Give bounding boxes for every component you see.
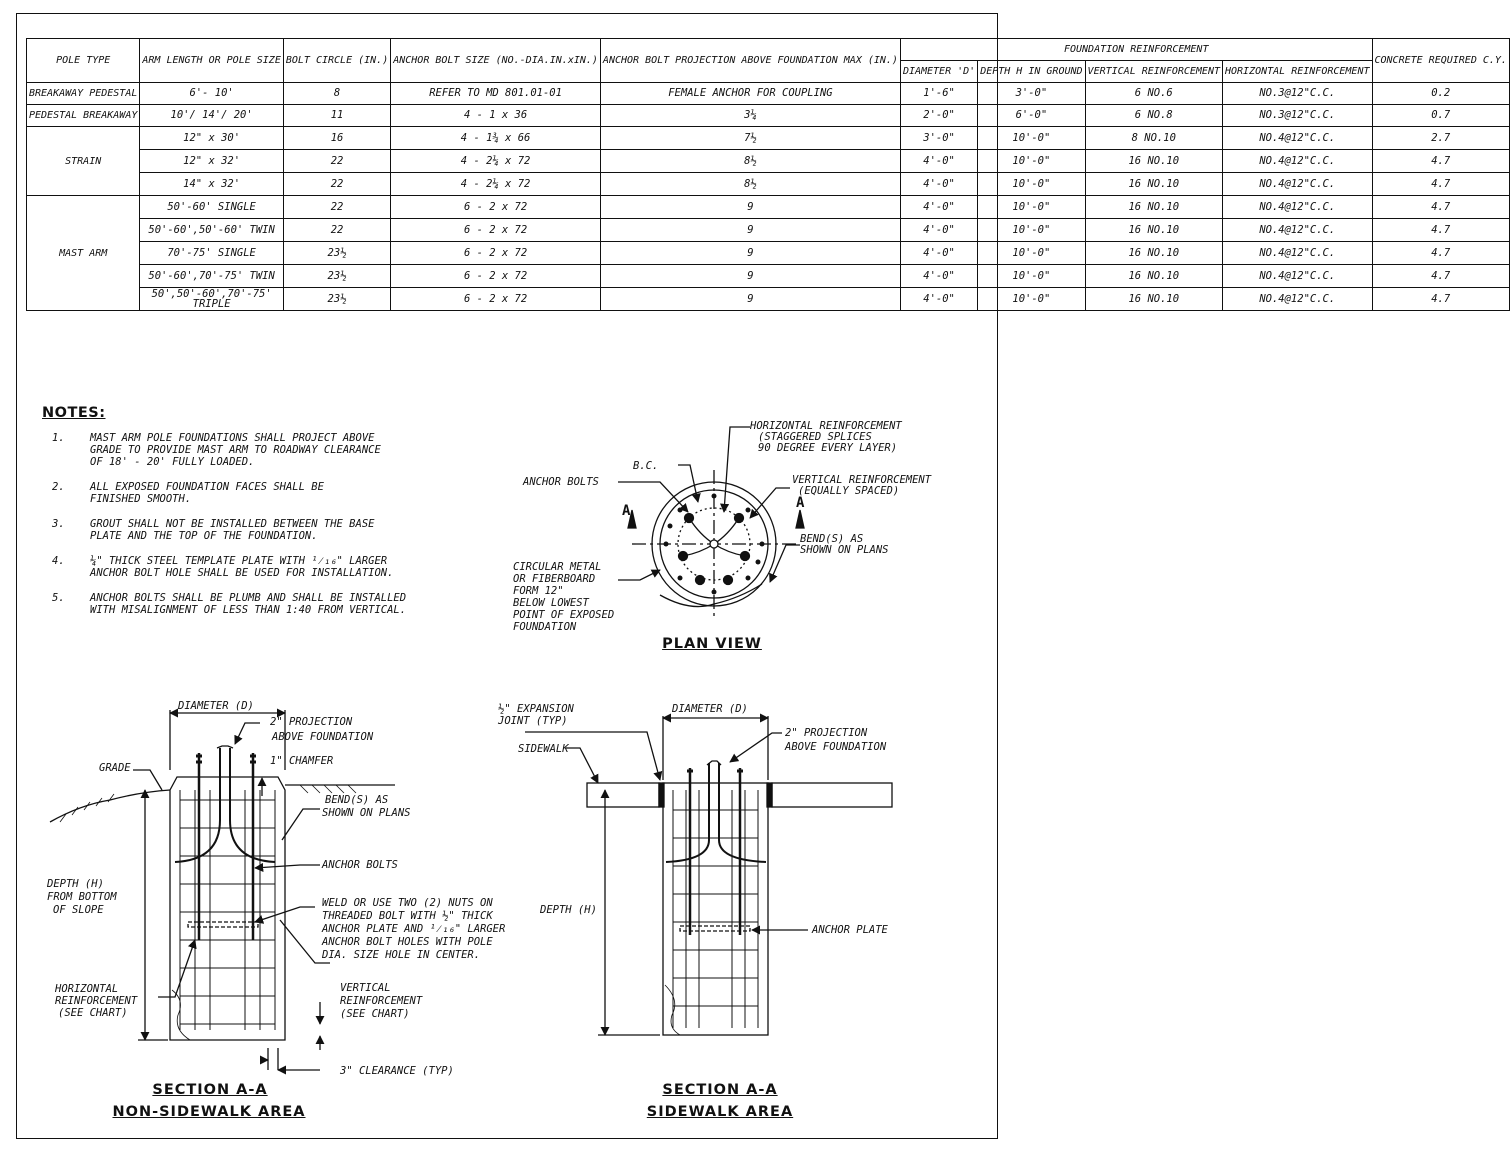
anchor-bolts-label: ANCHOR BOLTS bbox=[523, 476, 599, 488]
section-right-labels bbox=[497, 703, 889, 936]
table-cell: 70'-75' SINGLE bbox=[140, 242, 283, 265]
table-cell: 10'-0" bbox=[978, 127, 1085, 150]
header-foundation-reinforcement: FOUNDATION REINFORCEMENT bbox=[900, 39, 1372, 61]
note-item: 1. MAST ARM POLE FOUNDATIONS SHALL PROJECT ABOVE GRADE TO PROVIDE MAST ARM TO ROADWAY CLEARANCE OF 18' - 20' FULLY LOADED. bbox=[52, 432, 381, 468]
anchor-plate-label: ANCHOR PLATE bbox=[812, 924, 888, 936]
projection-label: 2" PROJECTION bbox=[785, 727, 868, 739]
table-cell: 1'-6" bbox=[900, 83, 977, 105]
label-line: SHOWN ON PLANS bbox=[800, 544, 889, 556]
header-pole-type: POLE TYPE bbox=[27, 39, 140, 83]
table-cell: 6 - 2 x 72 bbox=[391, 288, 601, 311]
label-line: BELOW LOWEST bbox=[513, 597, 589, 609]
clearance-label: 3" CLEARANCE (TYP) bbox=[340, 1065, 454, 1077]
pole-type-cell: PEDESTAL BREAKAWAY bbox=[27, 105, 140, 127]
table-cell: NO.4@12"C.C. bbox=[1223, 127, 1373, 150]
table-cell: 16 bbox=[283, 127, 390, 150]
table-cell: NO.4@12"C.C. bbox=[1223, 288, 1373, 311]
header-anchor-bolt-projection: ANCHOR BOLT PROJECTION ABOVE FOUNDATION MAX (IN.) bbox=[600, 39, 900, 83]
label-line: OR FIBERBOARD bbox=[513, 573, 596, 585]
note-item: 5. ANCHOR BOLTS SHALL BE PLUMB AND SHALL BE INSTALLED WITH MISALIGNMENT OF LESS THAN 1:40 FROM VERTICAL. bbox=[52, 592, 407, 616]
diameter-label: DIAMETER (D) bbox=[178, 700, 254, 712]
table-cell: 10'-0" bbox=[978, 242, 1085, 265]
table-cell: 0.2 bbox=[1372, 83, 1509, 105]
table-cell: 4.7 bbox=[1372, 196, 1509, 219]
projection-label: 2" PROJECTION bbox=[270, 716, 353, 728]
pole-type-cell: STRAIN bbox=[27, 127, 140, 196]
section-right-title-1: SECTION A-A bbox=[662, 1082, 778, 1098]
table-cell: 4.7 bbox=[1372, 219, 1509, 242]
table-cell: 4.7 bbox=[1372, 173, 1509, 196]
notes-title: NOTES: bbox=[42, 405, 106, 421]
label-line: (EQUALLY SPACED) bbox=[798, 485, 900, 497]
label-line: (SEE CHART) bbox=[58, 1007, 128, 1019]
table-cell: NO.3@12"C.C. bbox=[1223, 83, 1373, 105]
table-cell: 16 NO.10 bbox=[1085, 242, 1222, 265]
vertical-reinforcement-label: VERTICAL REINFORCEMENT bbox=[792, 474, 932, 486]
table-cell: 50',50'-60',70'-75' TRIPLE bbox=[140, 288, 283, 311]
header-anchor-bolt-size: ANCHOR BOLT SIZE (NO.-DIA.IN.xIN.) bbox=[391, 39, 601, 83]
label-line: 90 DEGREE EVERY LAYER) bbox=[758, 442, 898, 454]
label-line: ABOVE FOUNDATION bbox=[272, 731, 374, 743]
table-cell: 3'-0" bbox=[900, 127, 977, 150]
table-cell: 9 bbox=[600, 219, 900, 242]
table-cell: 9 bbox=[600, 265, 900, 288]
header-horizontal: HORIZONTAL REINFORCEMENT bbox=[1223, 61, 1373, 83]
table-cell: 4 - 2¼ x 72 bbox=[391, 150, 601, 173]
table-cell: 6 - 2 x 72 bbox=[391, 219, 601, 242]
table-cell: 8½ bbox=[600, 173, 900, 196]
table-cell: 10'/ 14'/ 20' bbox=[140, 105, 283, 127]
grade-label: GRADE bbox=[99, 762, 131, 774]
table-cell: 4'-0" bbox=[900, 288, 977, 311]
table-cell: NO.4@12"C.C. bbox=[1223, 150, 1373, 173]
plan-view-labels bbox=[513, 420, 932, 633]
table-cell: 6 - 2 x 72 bbox=[391, 265, 601, 288]
table-cell: 16 NO.10 bbox=[1085, 173, 1222, 196]
expansion-joint-label: ½" EXPANSION bbox=[498, 703, 574, 715]
section-right-title-2: SIDEWALK AREA bbox=[646, 1104, 794, 1120]
section-mark-right: A bbox=[796, 495, 805, 511]
table-cell: 22 bbox=[283, 196, 390, 219]
horizontal-reinforcement-label: HORIZONTAL REINFORCEMENT bbox=[750, 420, 902, 432]
label-line: ANCHOR BOLT HOLES WITH POLE bbox=[322, 936, 493, 948]
table-cell: 4.7 bbox=[1372, 150, 1509, 173]
table-cell: REFER TO MD 801.01-01 bbox=[391, 83, 601, 105]
label-line: JOINT (TYP) bbox=[498, 715, 568, 727]
table-cell: 4.7 bbox=[1372, 288, 1509, 311]
section-sidewalk bbox=[525, 716, 892, 1035]
pole-type-cell: BREAKAWAY PEDESTAL bbox=[27, 83, 140, 105]
table-cell: 50'-60' SINGLE bbox=[140, 196, 283, 219]
table-cell: 6 - 2 x 72 bbox=[391, 196, 601, 219]
table-cell: 23½ bbox=[283, 288, 390, 311]
table-cell: 6'-0" bbox=[978, 105, 1085, 127]
table-cell: 16 NO.10 bbox=[1085, 288, 1222, 311]
table-cell: 4'-0" bbox=[900, 242, 977, 265]
label-line: SHOWN ON PLANS bbox=[322, 807, 411, 819]
table-cell: 23½ bbox=[283, 265, 390, 288]
bend-label: BEND(S) AS bbox=[325, 794, 389, 806]
table-cell: 7½ bbox=[600, 127, 900, 150]
table-cell: 10'-0" bbox=[978, 173, 1085, 196]
label-line: REINFORCEMENT bbox=[55, 995, 138, 1007]
table-cell: 4.7 bbox=[1372, 265, 1509, 288]
pole-type-cell: MAST ARM bbox=[27, 196, 140, 311]
header-concrete: CONCRETE REQUIRED C.Y. bbox=[1372, 39, 1509, 83]
table-cell: 6'- 10' bbox=[140, 83, 283, 105]
table-cell: 3¼ bbox=[600, 105, 900, 127]
table-cell: 22 bbox=[283, 150, 390, 173]
anchor-bolts-label: ANCHOR BOLTS bbox=[322, 859, 398, 871]
table-cell: 4 - 1¾ x 66 bbox=[391, 127, 601, 150]
depth-label: DEPTH (H) bbox=[47, 878, 104, 890]
table-cell: 16 NO.10 bbox=[1085, 196, 1222, 219]
table-cell: 4'-0" bbox=[900, 196, 977, 219]
section-left-title-2: NON-SIDEWALK AREA bbox=[112, 1104, 306, 1120]
table-cell: 50'-60',70'-75' TWIN bbox=[140, 265, 283, 288]
section-left-title-1: SECTION A-A bbox=[152, 1082, 268, 1098]
table-cell: 8 bbox=[283, 83, 390, 105]
label-line: ABOVE FOUNDATION bbox=[785, 741, 887, 753]
table-cell: 4 - 2¼ x 72 bbox=[391, 173, 601, 196]
label-line: FROM BOTTOM bbox=[47, 891, 117, 903]
form-label: CIRCULAR METAL bbox=[513, 561, 602, 573]
plan-view-title: PLAN VIEW bbox=[662, 636, 762, 652]
horizontal-reinforcement-label: HORIZONTAL bbox=[55, 983, 119, 995]
plan-view bbox=[618, 427, 804, 620]
table-cell: 2.7 bbox=[1372, 127, 1509, 150]
table-cell: 9 bbox=[600, 196, 900, 219]
table-cell: NO.4@12"C.C. bbox=[1223, 196, 1373, 219]
header-diameter: DIAMETER 'D' bbox=[900, 61, 977, 83]
table-cell: 10'-0" bbox=[978, 196, 1085, 219]
table-cell: 12" x 30' bbox=[140, 127, 283, 150]
table-cell: 11 bbox=[283, 105, 390, 127]
section-left-labels bbox=[46, 700, 505, 1077]
vertical-reinforcement-label: VERTICAL bbox=[340, 982, 391, 994]
foundation-outline bbox=[170, 777, 285, 1040]
table-cell: 9 bbox=[600, 288, 900, 311]
label-line: FORM 12" bbox=[513, 585, 564, 597]
table-cell: 4.7 bbox=[1372, 242, 1509, 265]
table-cell: 10'-0" bbox=[978, 150, 1085, 173]
note-item: 4. ¼" THICK STEEL TEMPLATE PLATE WITH ¹⁄₁₆" LARGER ANCHOR BOLT HOLE SHALL BE USED FOR INSTALLATION. bbox=[52, 555, 394, 579]
depth-label: DEPTH (H) bbox=[540, 904, 597, 916]
table-cell: 4'-0" bbox=[900, 219, 977, 242]
bend-label: BEND(S) AS bbox=[800, 533, 864, 545]
table-cell: 14" x 32' bbox=[140, 173, 283, 196]
sidewalk-label: SIDEWALK bbox=[518, 743, 569, 755]
header-depth: DEPTH H IN GROUND bbox=[978, 61, 1085, 83]
table-cell: 16 NO.10 bbox=[1085, 265, 1222, 288]
label-line: ANCHOR PLATE AND ¹⁄₁₆" LARGER bbox=[322, 923, 506, 935]
label-line: REINFORCEMENT bbox=[340, 995, 423, 1007]
table-cell: 12" x 32' bbox=[140, 150, 283, 173]
table-cell: 10'-0" bbox=[978, 288, 1085, 311]
table-cell: 50'-60',50'-60' TWIN bbox=[140, 219, 283, 242]
table-cell: 22 bbox=[283, 219, 390, 242]
label-line: FOUNDATION bbox=[513, 621, 577, 633]
table-cell: NO.3@12"C.C. bbox=[1223, 105, 1373, 127]
label-line: THREADED BOLT WITH ½" THICK bbox=[322, 910, 493, 922]
table-cell: 2'-0" bbox=[900, 105, 977, 127]
table-cell: NO.4@12"C.C. bbox=[1223, 173, 1373, 196]
table-cell: 10'-0" bbox=[978, 219, 1085, 242]
table-cell: NO.4@12"C.C. bbox=[1223, 242, 1373, 265]
table-cell: 9 bbox=[600, 242, 900, 265]
label-line: (STAGGERED SPLICES bbox=[758, 431, 872, 443]
header-arm-length: ARM LENGTH OR POLE SIZE bbox=[140, 39, 283, 83]
note-item: 2. ALL EXPOSED FOUNDATION FACES SHALL BE FINISHED SMOOTH. bbox=[52, 481, 324, 505]
label-line: OF SLOPE bbox=[53, 904, 104, 916]
table-cell: 10'-0" bbox=[978, 265, 1085, 288]
table-cell: 6 - 2 x 72 bbox=[391, 242, 601, 265]
table-cell: 3'-0" bbox=[978, 83, 1085, 105]
table-cell: 4'-0" bbox=[900, 265, 977, 288]
section-mark-left: A bbox=[622, 503, 631, 519]
label-line: POINT OF EXPOSED bbox=[513, 609, 615, 621]
chamfer-label: 1" CHAMFER bbox=[270, 755, 334, 767]
diameter-label: DIAMETER (D) bbox=[672, 703, 748, 715]
table-cell: FEMALE ANCHOR FOR COUPLING bbox=[600, 83, 900, 105]
bc-label: B.C. bbox=[633, 460, 659, 472]
table-cell: 16 NO.10 bbox=[1085, 219, 1222, 242]
table-cell: 4'-0" bbox=[900, 173, 977, 196]
table-cell: 0.7 bbox=[1372, 105, 1509, 127]
weld-note: WELD OR USE TWO (2) NUTS ON bbox=[322, 897, 493, 909]
table-cell: 6 NO.6 bbox=[1085, 83, 1222, 105]
table-cell: 8 NO.10 bbox=[1085, 127, 1222, 150]
label-line: DIA. SIZE HOLE IN CENTER. bbox=[322, 949, 481, 961]
table-cell: 23½ bbox=[283, 242, 390, 265]
table-cell: 4'-0" bbox=[900, 150, 977, 173]
note-item: 3. GROUT SHALL NOT BE INSTALLED BETWEEN THE BASE PLATE AND THE TOP OF THE FOUNDATION. bbox=[52, 518, 375, 542]
table-cell: 6 NO.8 bbox=[1085, 105, 1222, 127]
table-cell: 22 bbox=[283, 173, 390, 196]
header-bolt-circle: BOLT CIRCLE (IN.) bbox=[283, 39, 390, 83]
table-cell: 16 NO.10 bbox=[1085, 150, 1222, 173]
foundation-outline bbox=[663, 783, 768, 1035]
label-line: (SEE CHART) bbox=[340, 1008, 410, 1020]
table-cell: 4 - 1 x 36 bbox=[391, 105, 601, 127]
table-cell: 8½ bbox=[600, 150, 900, 173]
table-cell: NO.4@12"C.C. bbox=[1223, 219, 1373, 242]
header-vertical: VERTICAL REINFORCEMENT bbox=[1085, 61, 1222, 83]
table-cell: NO.4@12"C.C. bbox=[1223, 265, 1373, 288]
